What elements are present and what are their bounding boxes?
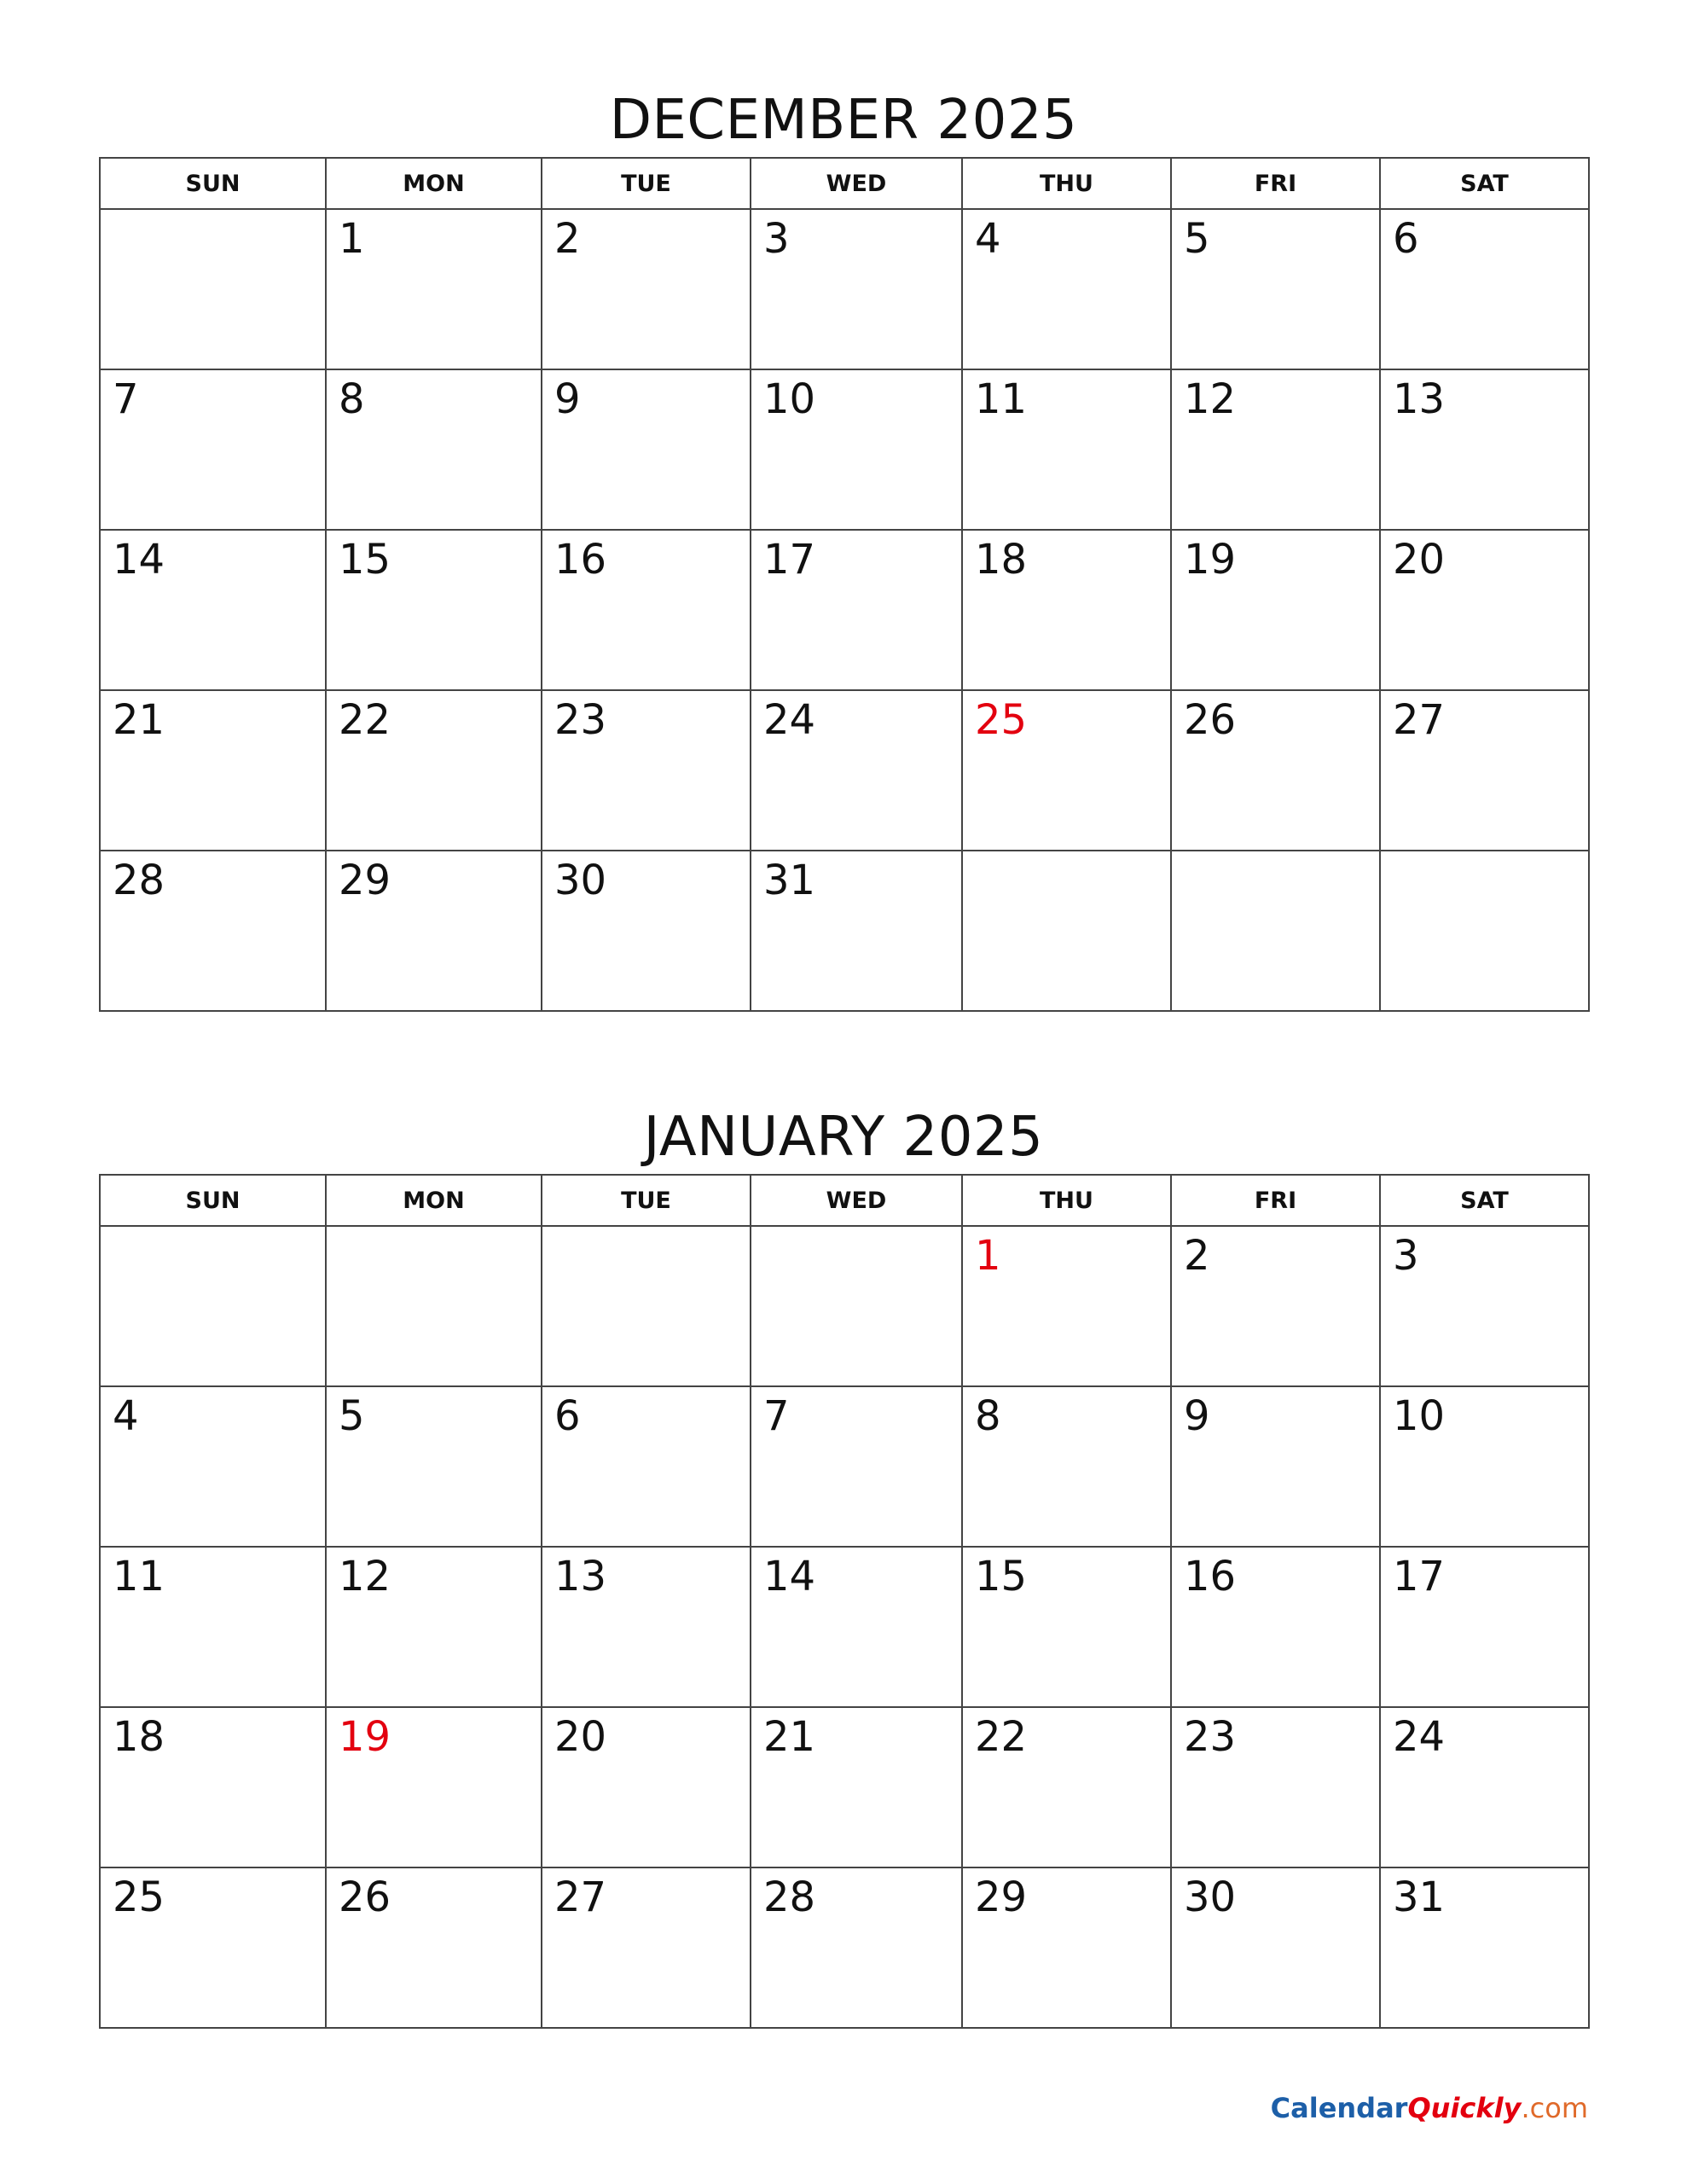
day-number: 5 bbox=[339, 1392, 365, 1440]
calendarquickly-logo[interactable] bbox=[1271, 2092, 1588, 2124]
day-number: 10 bbox=[1393, 1392, 1446, 1440]
day-number: 26 bbox=[339, 1873, 391, 1921]
weekday-header: WED bbox=[751, 158, 962, 209]
day-number: 31 bbox=[1393, 1873, 1446, 1921]
day-cell bbox=[1171, 1707, 1380, 1867]
day-cell bbox=[1171, 530, 1380, 690]
day-cell bbox=[962, 369, 1171, 530]
day-number: 13 bbox=[1393, 375, 1446, 423]
day-number: 30 bbox=[1184, 1873, 1237, 1921]
day-cell bbox=[100, 1386, 326, 1547]
day-number: 6 bbox=[1393, 215, 1419, 263]
day-cell bbox=[751, 851, 962, 1011]
weekday-header-row bbox=[100, 1175, 1589, 1226]
weekday-header: THU bbox=[962, 158, 1171, 209]
day-number: 24 bbox=[1393, 1713, 1446, 1761]
day-number: 20 bbox=[554, 1713, 607, 1761]
week-row bbox=[100, 209, 1589, 369]
day-number: 7 bbox=[763, 1392, 790, 1440]
day-number: 9 bbox=[554, 375, 581, 423]
day-cell bbox=[1171, 1867, 1380, 2028]
empty-day-cell bbox=[326, 1226, 542, 1386]
day-cell bbox=[100, 369, 326, 530]
day-cell bbox=[962, 1547, 1171, 1707]
day-cell bbox=[542, 690, 751, 851]
day-number: 28 bbox=[113, 857, 165, 904]
day-cell bbox=[542, 1547, 751, 1707]
day-number: 18 bbox=[113, 1713, 165, 1761]
day-number: 9 bbox=[1184, 1392, 1210, 1440]
day-cell bbox=[100, 851, 326, 1011]
calendar-grid bbox=[99, 1174, 1590, 2029]
day-number: 15 bbox=[339, 536, 391, 584]
day-number: 15 bbox=[975, 1553, 1028, 1600]
day-number: 12 bbox=[1184, 375, 1237, 423]
day-number: 30 bbox=[554, 857, 607, 904]
weekday-header: TUE bbox=[542, 158, 751, 209]
day-number: 4 bbox=[113, 1392, 139, 1440]
day-number: 22 bbox=[975, 1713, 1028, 1761]
day-cell bbox=[751, 1707, 962, 1867]
day-cell bbox=[962, 1707, 1171, 1867]
day-number: 29 bbox=[339, 857, 391, 904]
day-number: 28 bbox=[763, 1873, 816, 1921]
day-cell bbox=[1171, 1226, 1380, 1386]
day-cell bbox=[1380, 369, 1589, 530]
day-number: 11 bbox=[975, 375, 1028, 423]
day-number: 12 bbox=[339, 1553, 391, 1600]
day-number: 17 bbox=[1393, 1553, 1446, 1600]
day-cell bbox=[326, 851, 542, 1011]
day-cell bbox=[326, 1867, 542, 2028]
week-row bbox=[100, 690, 1589, 851]
day-cell bbox=[962, 530, 1171, 690]
day-number: 26 bbox=[1184, 696, 1237, 744]
empty-day-cell bbox=[100, 1226, 326, 1386]
day-number: 23 bbox=[1184, 1713, 1237, 1761]
week-row bbox=[100, 851, 1589, 1011]
day-cell bbox=[962, 690, 1171, 851]
day-cell bbox=[962, 209, 1171, 369]
day-number: 29 bbox=[975, 1873, 1028, 1921]
day-number: 11 bbox=[113, 1553, 165, 1600]
week-row bbox=[100, 530, 1589, 690]
day-number: 3 bbox=[1393, 1232, 1419, 1280]
month-title: JANUARY 2025 bbox=[643, 1106, 1044, 1169]
day-number: 4 bbox=[975, 215, 1001, 263]
day-number: 8 bbox=[975, 1392, 1001, 1440]
weekday-header: MON bbox=[326, 1175, 542, 1226]
day-number: 27 bbox=[1393, 696, 1446, 744]
weekday-header: WED bbox=[751, 1175, 962, 1226]
weekday-header: MON bbox=[326, 158, 542, 209]
day-cell bbox=[100, 1547, 326, 1707]
weekday-header: FRI bbox=[1171, 1175, 1380, 1226]
day-cell bbox=[1380, 1707, 1589, 1867]
day-cell bbox=[100, 1867, 326, 2028]
day-number: 2 bbox=[1184, 1232, 1210, 1280]
day-cell bbox=[100, 530, 326, 690]
day-cell bbox=[542, 1707, 751, 1867]
day-number: 2 bbox=[554, 215, 581, 263]
empty-day-cell bbox=[542, 1226, 751, 1386]
day-cell bbox=[1380, 690, 1589, 851]
week-row bbox=[100, 369, 1589, 530]
day-cell bbox=[751, 1547, 962, 1707]
empty-day-cell bbox=[962, 851, 1171, 1011]
day-cell bbox=[751, 209, 962, 369]
day-number: 21 bbox=[763, 1713, 816, 1761]
day-number: 20 bbox=[1393, 536, 1446, 584]
week-row bbox=[100, 1547, 1589, 1707]
day-cell bbox=[1171, 209, 1380, 369]
day-number: 1 bbox=[339, 215, 365, 263]
day-cell bbox=[326, 1707, 542, 1867]
logo-text-domain: .com bbox=[1521, 2092, 1588, 2124]
weekday-header: SAT bbox=[1380, 1175, 1589, 1226]
logo-text-calendar: Calendar bbox=[1270, 2092, 1408, 2124]
week-row bbox=[100, 1386, 1589, 1547]
day-cell bbox=[542, 209, 751, 369]
day-number: 18 bbox=[975, 536, 1028, 584]
day-number: 8 bbox=[339, 375, 365, 423]
month-calendar-january bbox=[99, 1101, 1588, 2029]
holiday-day-number: 1 bbox=[975, 1232, 1001, 1280]
day-number: 14 bbox=[763, 1553, 816, 1600]
day-cell bbox=[751, 369, 962, 530]
day-cell bbox=[326, 209, 542, 369]
empty-day-cell bbox=[751, 1226, 962, 1386]
weekday-header: THU bbox=[962, 1175, 1171, 1226]
week-row bbox=[100, 1867, 1589, 2028]
day-cell bbox=[542, 1386, 751, 1547]
day-cell bbox=[1380, 209, 1589, 369]
day-cell bbox=[962, 1386, 1171, 1547]
day-cell bbox=[1171, 690, 1380, 851]
day-number: 3 bbox=[763, 215, 790, 263]
day-number: 16 bbox=[1184, 1553, 1237, 1600]
day-number: 23 bbox=[554, 696, 607, 744]
weekday-header: SUN bbox=[100, 158, 326, 209]
calendar-grid bbox=[99, 157, 1590, 1012]
holiday-day-number: 19 bbox=[339, 1713, 391, 1761]
day-number: 6 bbox=[554, 1392, 581, 1440]
day-number: 17 bbox=[763, 536, 816, 584]
logo-text-quickly: Quickly bbox=[1407, 2092, 1522, 2124]
day-cell bbox=[542, 851, 751, 1011]
day-number: 31 bbox=[763, 857, 816, 904]
day-number: 5 bbox=[1184, 215, 1210, 263]
day-number: 13 bbox=[554, 1553, 607, 1600]
day-number: 22 bbox=[339, 696, 391, 744]
day-cell bbox=[751, 690, 962, 851]
empty-day-cell bbox=[1380, 851, 1589, 1011]
day-cell bbox=[542, 530, 751, 690]
month-calendar-december bbox=[99, 84, 1588, 1012]
day-cell bbox=[751, 1867, 962, 2028]
day-number: 14 bbox=[113, 536, 165, 584]
day-cell bbox=[962, 1226, 1171, 1386]
day-number: 19 bbox=[1184, 536, 1237, 584]
empty-day-cell bbox=[100, 209, 326, 369]
day-number: 10 bbox=[763, 375, 816, 423]
day-cell bbox=[326, 1386, 542, 1547]
day-cell bbox=[1380, 1386, 1589, 1547]
day-number: 21 bbox=[113, 696, 165, 744]
holiday-day-number: 25 bbox=[975, 696, 1028, 744]
day-cell bbox=[326, 1547, 542, 1707]
day-cell bbox=[1380, 1226, 1589, 1386]
day-cell bbox=[542, 1867, 751, 2028]
day-cell bbox=[1380, 530, 1589, 690]
day-cell bbox=[326, 530, 542, 690]
day-cell bbox=[1380, 1867, 1589, 2028]
empty-day-cell bbox=[1171, 851, 1380, 1011]
week-row bbox=[100, 1707, 1589, 1867]
weekday-header: TUE bbox=[542, 1175, 751, 1226]
day-cell bbox=[1171, 1386, 1380, 1547]
week-row bbox=[100, 1226, 1589, 1386]
day-cell bbox=[1171, 1547, 1380, 1707]
day-cell bbox=[100, 690, 326, 851]
day-number: 16 bbox=[554, 536, 607, 584]
day-cell bbox=[100, 1707, 326, 1867]
day-cell bbox=[751, 1386, 962, 1547]
weekday-header: FRI bbox=[1171, 158, 1380, 209]
day-number: 24 bbox=[763, 696, 816, 744]
day-cell bbox=[1380, 1547, 1589, 1707]
day-number: 7 bbox=[113, 375, 139, 423]
weekday-header: SUN bbox=[100, 1175, 326, 1226]
day-number: 25 bbox=[113, 1873, 165, 1921]
day-cell bbox=[326, 690, 542, 851]
day-number: 27 bbox=[554, 1873, 607, 1921]
day-cell bbox=[542, 369, 751, 530]
day-cell bbox=[751, 530, 962, 690]
weekday-header: SAT bbox=[1380, 158, 1589, 209]
day-cell bbox=[1171, 369, 1380, 530]
weekday-header-row bbox=[100, 158, 1589, 209]
month-title: DECEMBER 2025 bbox=[609, 89, 1078, 152]
day-cell bbox=[962, 1867, 1171, 2028]
day-cell bbox=[326, 369, 542, 530]
